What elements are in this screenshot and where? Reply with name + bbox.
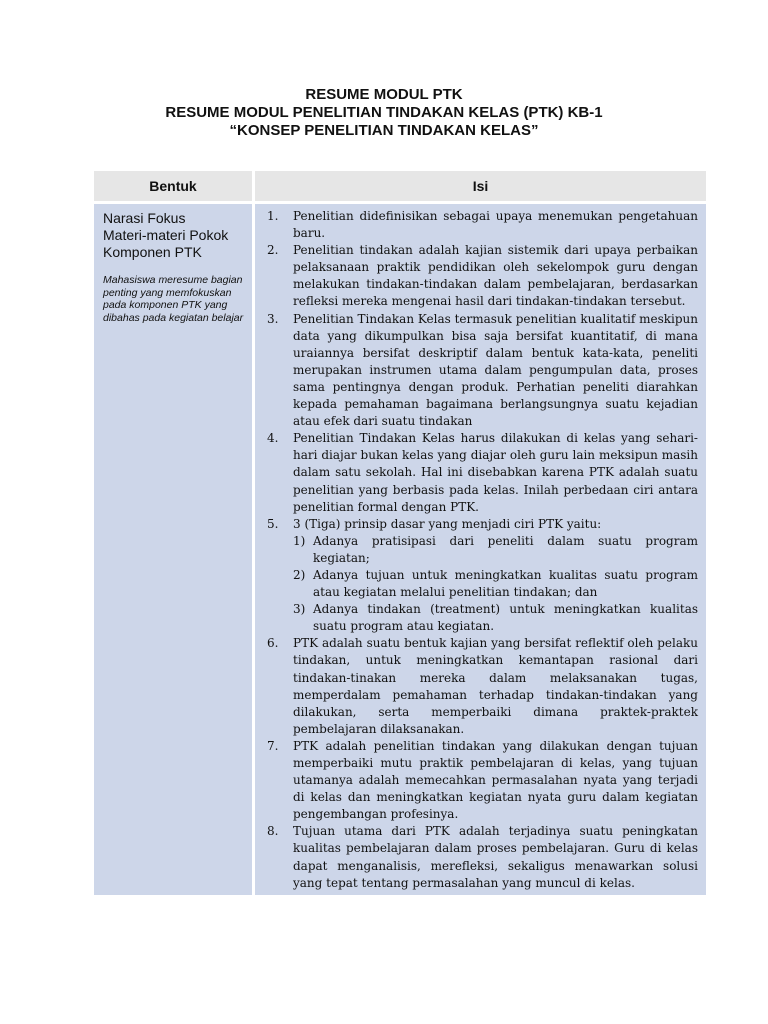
list-item bbox=[267, 516, 698, 636]
header-isi: Isi bbox=[255, 171, 706, 204]
item-text: PTK adalah suatu bentuk kajian yang bersifat reflektif oleh pelaku tindakan, untuk meningkatkan kemantapan rasional dari tindakan-tinakan mereka dalam melaksanakan tugas, memperdalam pemahaman terhadap tindakan-tindakan yang dilakukan, serta memperbaiki dimana praktek-praktek pembelajaran dilaksanakan. bbox=[293, 636, 698, 736]
item-number: 7. bbox=[267, 738, 279, 753]
sub-list-item bbox=[293, 567, 698, 601]
title-line-2: RESUME MODUL PENELITIAN TINDAKAN KELAS (PTK) KB-1 bbox=[165, 104, 603, 121]
list-item bbox=[267, 242, 698, 310]
item-number: 1. bbox=[267, 209, 279, 223]
sub-item-text: Adanya tujuan untuk meningkatkan kualitas suatu program atau kegiatan melalui penelitian tindakan; dan bbox=[313, 567, 698, 600]
sub-item-number: 2) bbox=[293, 567, 306, 582]
item-text: Penelitian didefinisikan sebagai upaya menemukan pengetahuan baru. bbox=[293, 209, 698, 241]
title-line-1: RESUME MODUL PTK bbox=[305, 86, 463, 103]
bentuk-line: Narasi Fokus bbox=[103, 210, 186, 226]
document-title bbox=[0, 86, 768, 140]
resume-table bbox=[94, 171, 706, 895]
list-item bbox=[267, 635, 698, 738]
item-number: 3. bbox=[267, 311, 279, 326]
sub-list-item bbox=[293, 533, 698, 567]
list-item bbox=[267, 208, 698, 242]
item-text: Penelitian tindakan adalah kajian sistemik dari upaya perbaikan pelaksanaan praktik pendidikan oleh sekelompok guru dengan melakukan tindakan-tindakan dalam pembelajaran, berdasarkan refleksi mereka mengenai hasil dari tindakan-tindakan tersebut. bbox=[293, 243, 698, 309]
title-line-3: “KONSEP PENELITIAN TINDAKAN KELAS” bbox=[229, 122, 539, 139]
item-number: 2. bbox=[267, 243, 279, 258]
item-text: Penelitian Tindakan Kelas harus dilakukan di kelas yang sehari-hari diajar bukan kelas yang diajar oleh guru lain meksipun masih dalam satu sekolah. Hal ini disebabkan karena PTK adalah suatu penelitian yang berbasis pada kelas. Inilah perbedaan ciri antara penelitian formal dengan PTK. bbox=[293, 431, 698, 514]
list-item bbox=[267, 738, 698, 823]
item-text: Penelitian Tindakan Kelas termasuk penelitian kualitatif meskipun data yang dikumpulkan bisa saja bersifat kuantitatif, di mana uraiannya bersifat deskriptif dalam bentuk kata-kata, peneliti merupakan instrumen utama dalam pengumpulan data, proses sama pentingnya dengan produk. Perhatian peneliti diarahkan kepada pemahaman bagaimana berlangsungnya suatu kejadian atau efek dari suatu tindakan bbox=[293, 311, 699, 429]
table-row bbox=[94, 204, 706, 895]
isi-cell bbox=[255, 204, 706, 895]
bentuk-note: Mahasiswa meresume bagian penting yang memfokuskan pada komponen PTK yang dibahas pada kegiatan belajar bbox=[103, 274, 244, 324]
item-number: 6. bbox=[267, 636, 279, 651]
principle-sub-list bbox=[293, 533, 698, 636]
item-number: 5. bbox=[267, 516, 279, 531]
list-item bbox=[267, 311, 698, 431]
list-item bbox=[267, 823, 698, 891]
header-bentuk: Bentuk bbox=[94, 171, 255, 204]
bentuk-main-text bbox=[103, 210, 244, 261]
item-text: PTK adalah penelitian tindakan yang dilakukan dengan tujuan memperbaiki mutu praktik pembelajaran di kelas, yang tujuan utamanya adalah memecahkan permasalahan nyata yang terjadi di kelas dan meningkatkan kegiatan nyata guru dalam kegiatan pengembangan profesinya. bbox=[293, 738, 698, 822]
item-text: 3 (Tiga) prinsip dasar yang menjadi ciri PTK yaitu: bbox=[293, 516, 602, 531]
sub-item-number: 3) bbox=[293, 602, 306, 617]
sub-item-text: Adanya tindakan (treatment) untuk meningkatkan kualitas suatu program atau kegiatan. bbox=[313, 602, 698, 634]
item-text: Tujuan utama dari PTK adalah terjadinya suatu peningkatan kualitas pembelajaran dalam proses pembelajaran. Guru di kelas dapat menganalisis, merefleksi, sekaligus menawarkan solusi yang tepat tentang permasalahan yang muncul di kelas. bbox=[293, 824, 698, 890]
table-header-row bbox=[94, 171, 706, 204]
list-item bbox=[267, 430, 698, 515]
isi-list bbox=[267, 208, 698, 892]
item-number: 4. bbox=[267, 431, 279, 446]
bentuk-cell bbox=[94, 204, 255, 895]
sub-list-item bbox=[293, 601, 698, 635]
sub-item-text: Adanya pratisipasi dari peneliti dalam suatu program kegiatan; bbox=[313, 533, 698, 565]
bentuk-line: Materi-materi Pokok bbox=[103, 227, 229, 243]
sub-item-number: 1) bbox=[293, 533, 306, 548]
bentuk-line: Komponen PTK bbox=[103, 244, 202, 260]
item-number: 8. bbox=[267, 824, 279, 839]
